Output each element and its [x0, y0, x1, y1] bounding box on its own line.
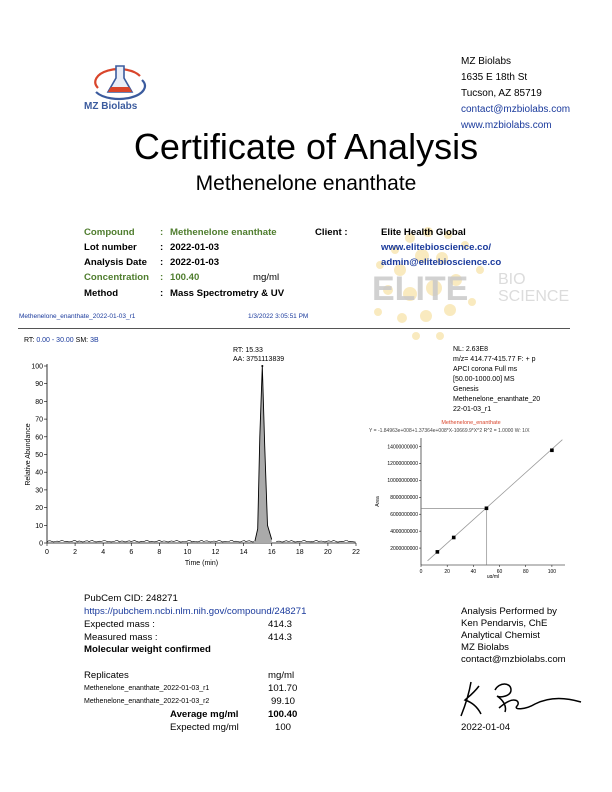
- cal-x-axis-label: ug/ml: [486, 574, 500, 578]
- x-tick-label: 22: [352, 549, 360, 556]
- scan-line-1: APCI corona Full ms: [453, 366, 518, 373]
- analysis-date-label: Analysis Date: [84, 257, 147, 268]
- method-sep: :: [160, 288, 164, 299]
- sm-prefix: SM:: [75, 337, 89, 344]
- y-tick-label: 100: [31, 363, 43, 371]
- lot-value: 2022-01-03: [170, 242, 220, 253]
- watermark-science: SCIENCE: [498, 288, 570, 305]
- compound-label: Compound: [84, 227, 135, 238]
- y-tick-label: 90: [35, 381, 43, 389]
- pubchem-link[interactable]: https://pubchem.ncbi.nlm.nih.gov/compound/248271: [84, 606, 307, 617]
- x-tick-label: 16: [267, 549, 276, 556]
- cal-x-tick-label: 20: [444, 569, 450, 575]
- y-tick-label: 0: [39, 540, 43, 548]
- x-tick-label: 2: [73, 549, 78, 556]
- calibration-chart: [365, 418, 577, 578]
- compound-value: Methenelone enanthate: [170, 227, 277, 238]
- elite-bioscience-watermark: [330, 190, 590, 350]
- lot-label: Lot number: [84, 242, 137, 253]
- x-tick-label: 14: [239, 549, 248, 556]
- logo-text: MZ Biolabs: [84, 101, 138, 112]
- y-tick-label: 80: [35, 398, 43, 406]
- lab-city: Tucson, AZ 85719: [461, 88, 542, 99]
- pubchem-cid: PubCem CID: 248271: [84, 593, 178, 604]
- client-label: Client :: [315, 227, 348, 238]
- x-tick-label: 10: [183, 549, 192, 556]
- chromatogram-file: Methenelone_enanthate_2022-01-03_r1: [19, 313, 136, 320]
- watermark-word: ELITE: [372, 270, 469, 308]
- scan-line-5: 22-01-03_r1: [453, 406, 492, 413]
- replicates-unit: mg/ml: [268, 670, 295, 681]
- analyst-title: Analytical Chemist: [461, 630, 540, 641]
- peak-rt: RT: 15.33: [233, 347, 263, 354]
- calibration-point: [550, 448, 554, 452]
- rt-range: 0.00 - 30.00: [36, 337, 74, 344]
- sm-value: 3B: [90, 337, 99, 344]
- scan-line-2: [50.00-1000.00] MS: [453, 376, 515, 383]
- chromatogram-timestamp: 1/3/2022 3:05:51 PM: [248, 313, 309, 320]
- x-axis-label: Time (min): [184, 560, 219, 567]
- client-email-link[interactable]: admin@elitebioscience.co: [381, 257, 502, 268]
- cal-y-tick-label: 14000000000: [387, 444, 418, 451]
- concentration-unit: mg/ml: [253, 272, 280, 283]
- expected-mass-value: 414.3: [268, 619, 293, 630]
- method-label: Method: [84, 288, 119, 299]
- mz-range: m/z= 414.77-415.77 F: + p: [453, 356, 536, 363]
- replicate-row-value: 99.10: [271, 696, 296, 707]
- y-tick-label: 70: [35, 416, 43, 424]
- cal-x-tick-label: 40: [470, 569, 477, 575]
- expected-mass-label: Expected mass :: [84, 619, 155, 630]
- divider-line: [18, 328, 570, 329]
- x-tick-label: 18: [295, 549, 304, 556]
- page-subtitle: Methenelone enanthate: [195, 172, 417, 195]
- cal-y-tick-label: 10000000000: [387, 478, 418, 485]
- signature-date: 2022-01-04: [461, 722, 511, 733]
- expected-conc-label: Expected mg/ml: [170, 722, 239, 733]
- calibration-point: [485, 506, 489, 510]
- baseline-trace: [47, 540, 355, 542]
- lab-email-link[interactable]: contact@mzbiolabs.com: [461, 104, 571, 115]
- x-tick-label: 4: [101, 549, 106, 556]
- analyst-name: Ken Pendarvis, ChE: [461, 618, 548, 629]
- nl-value: NL: 2.63E8: [453, 346, 489, 353]
- y-tick-label: 60: [35, 434, 43, 442]
- measured-mass-label: Measured mass :: [84, 632, 158, 643]
- replicate-row-value: 101.70: [268, 683, 298, 694]
- measured-mass-value: 414.3: [268, 632, 293, 643]
- calibration-point: [436, 550, 440, 554]
- x-tick-label: 12: [211, 549, 220, 556]
- y-tick-label: 20: [35, 505, 43, 513]
- cal-y-tick-label: 8000000000: [390, 495, 418, 502]
- lab-street: 1635 E 18th St: [461, 72, 528, 83]
- cal-y-axis-label: Area: [375, 496, 381, 507]
- watermark-bio: BIO: [498, 271, 526, 288]
- concentration-value: 100.40: [170, 272, 200, 283]
- y-tick-label: 30: [35, 487, 43, 495]
- y-tick-label: 40: [35, 469, 43, 477]
- mass-confirmed: Molecular weight confirmed: [84, 644, 211, 655]
- scan-line-4: Methenelone_enanthate_20: [453, 396, 541, 403]
- analyst-company: MZ Biolabs: [461, 642, 509, 653]
- x-tick-label: 6: [129, 549, 134, 556]
- regression-line: [428, 440, 563, 561]
- replicates-header: Replicates: [84, 670, 129, 681]
- analyst-email: contact@mzbiolabs.com: [461, 654, 566, 665]
- lot-sep: :: [160, 242, 164, 253]
- cal-x-tick-label: 60: [496, 569, 503, 575]
- client-website-link[interactable]: www.elitebioscience.co/: [381, 242, 492, 253]
- cal-y-tick-label: 4000000000: [390, 528, 418, 535]
- client-name: Elite Health Global: [381, 227, 466, 238]
- scan-line-3: Genesis: [453, 386, 479, 393]
- performed-by: Analysis Performed by: [461, 606, 557, 617]
- calibration-point: [452, 536, 456, 540]
- y-axis-label: Relative Abundance: [25, 423, 32, 486]
- peak-apex: [261, 365, 263, 367]
- lab-address: [461, 54, 570, 134]
- analysis-date-value: 2022-01-03: [170, 257, 220, 268]
- x-tick-label: 8: [157, 549, 162, 556]
- method-value: Mass Spectrometry & UV: [170, 288, 285, 299]
- cal-x-tick-label: 0: [419, 569, 423, 575]
- replicate-row-name: Methenelone_enanthate_2022-01-03_r2: [84, 698, 210, 705]
- compound-sep: :: [160, 227, 164, 238]
- chromatogram-chart: [20, 340, 370, 575]
- cal-y-tick-label: 6000000000: [390, 512, 418, 518]
- analysis-date-sep: :: [160, 257, 164, 268]
- page-title: Certificate of Analysis: [133, 126, 479, 167]
- y-tick-label: 10: [35, 522, 43, 530]
- cal-y-tick-label: 2000000000: [390, 545, 418, 552]
- scan-info: [453, 345, 540, 415]
- lab-name: MZ Biolabs: [461, 56, 512, 67]
- replicate-row-name: Methenelone_enanthate_2022-01-03_r1: [84, 685, 210, 692]
- expected-conc-value: 100: [275, 722, 292, 733]
- concentration-label: Concentration: [84, 272, 150, 283]
- cal-x-tick-label: 100: [547, 569, 557, 575]
- rt-prefix: RT:: [24, 337, 35, 344]
- cal-x-tick-label: 80: [522, 569, 529, 575]
- calibration-equation: Y = -1.84963e+008+1.37364e+008*X-10669.9*X^2 R^2 = 1.0000 W: 1/X: [369, 428, 530, 434]
- y-tick-label: 50: [35, 452, 43, 459]
- lab-website-link[interactable]: www.mzbiolabs.com: [461, 120, 552, 131]
- peak-aa: AA: 3751113839: [233, 356, 285, 363]
- x-tick-label: 20: [324, 549, 332, 556]
- analyst-block: [461, 606, 566, 666]
- concentration-sep: :: [160, 272, 164, 283]
- x-tick-label: 0: [45, 549, 49, 556]
- average-label: Average mg/ml: [170, 709, 239, 720]
- average-value: 100.40: [268, 709, 298, 720]
- signature: [455, 676, 595, 720]
- calibration-title: Methenelone_enanthate: [441, 420, 501, 426]
- cal-y-tick-label: 12000000000: [387, 461, 418, 468]
